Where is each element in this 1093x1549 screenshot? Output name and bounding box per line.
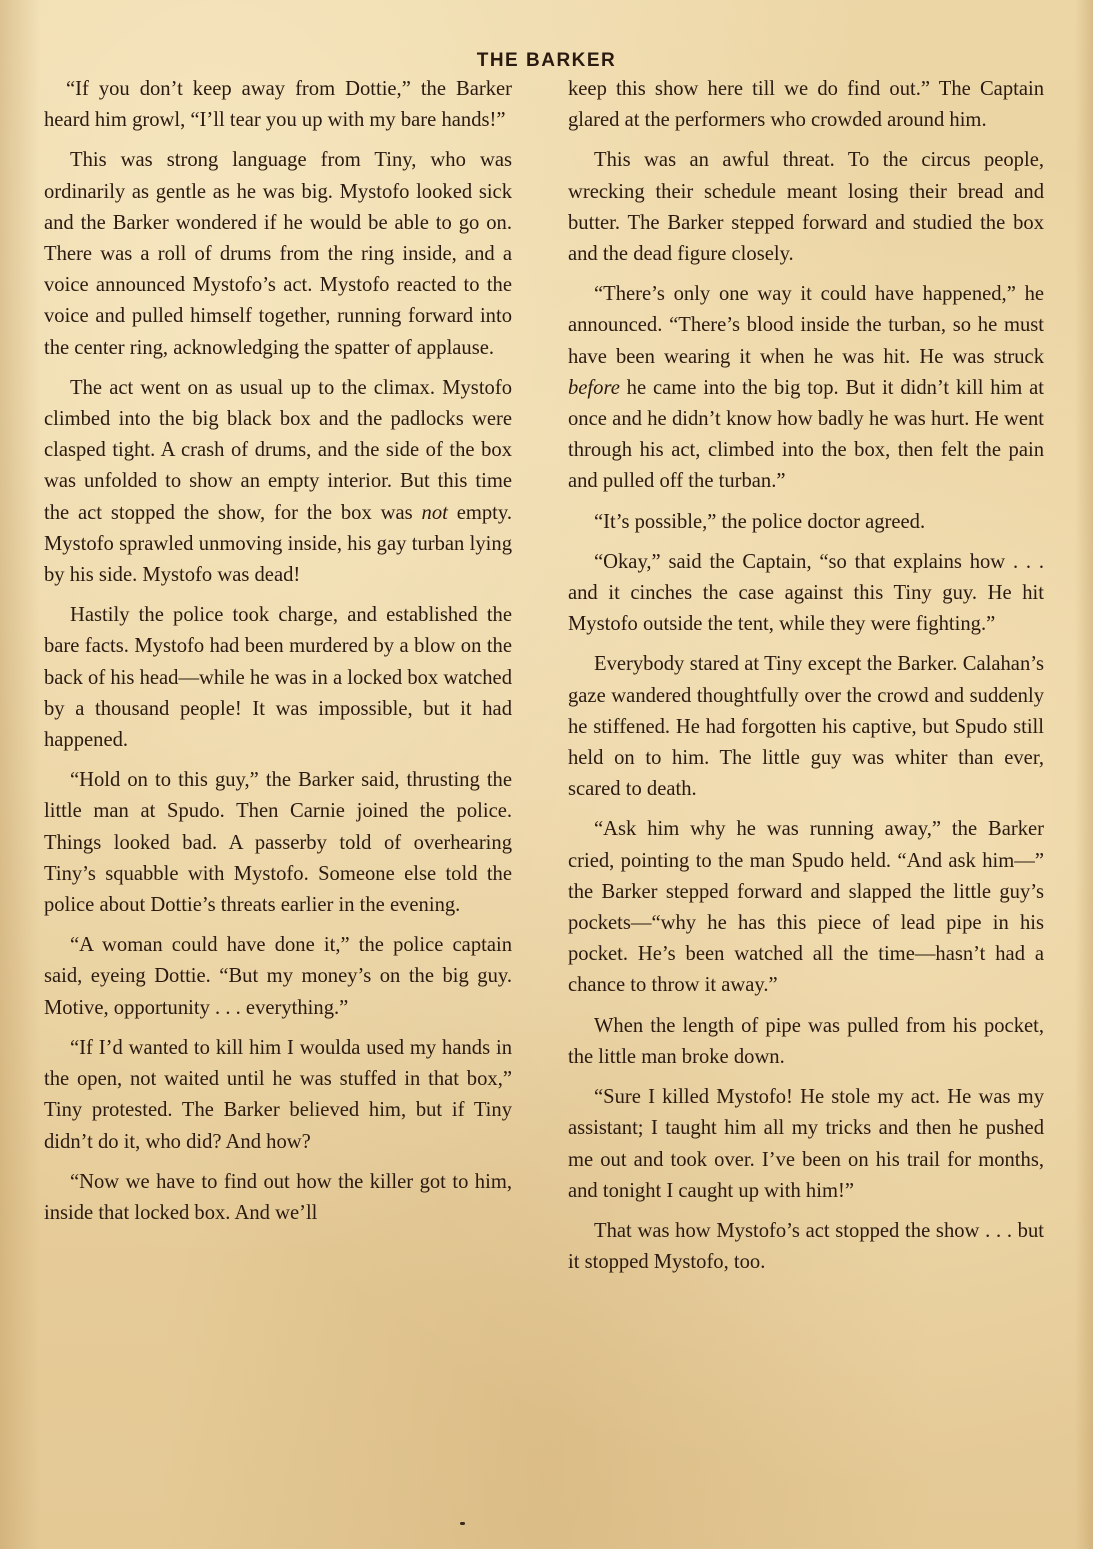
- paragraph: “Sure I killed Mystofo! He stole my act. He was my assistant; I taught him all my tricks and then he pushed me out and took over. I’ve been on his trail for months, and tonight I caught up with him!”: [568, 1086, 1044, 1202]
- emphasis-text: not: [421, 501, 448, 524]
- page-edge-stain-right: [1075, 0, 1093, 1549]
- paragraph: “If you don’t keep away from Dottie,” the Barker heard him growl, “I’ll tear you up with my bare hands!”: [44, 78, 512, 132]
- paragraph: keep this show here till we do find out.” The Captain glared at the performers who crowded around him.: [568, 78, 1044, 132]
- paragraph-text: The act went on as usual up to the climax. Mystofo climbed into the big black box and the padlocks were clasped tight. A crash of drums, and the side of the box was unfolded to show an empty interior. But this time the act stopped the show, for the box was: [44, 376, 512, 524]
- paragraph: “A woman could have done it,” the police captain said, eyeing Dottie. “But my money’s on the big guy. Motive, opportunity . . . everything.”: [44, 934, 512, 1019]
- right-column: [568, 74, 1044, 1287]
- paragraph: Everybody stared at Tiny except the Barker. Calahan’s gaze wandered thoughtfully over the crowd and suddenly he stiffened. He had forgotten his captive, but Spudo still held on to him. The little guy was whiter than ever, scared to death.: [568, 653, 1044, 801]
- paragraph: “Hold on to this guy,” the Barker said, thrusting the little man at Spudo. Then Carnie joined the police. Things looked bad. A passerby told of overhearing Tiny’s squabble with Mystofo. Someone else told the police about Dottie’s threats earlier in the evening.: [44, 769, 512, 917]
- paragraph: When the length of pipe was pulled from his pocket, the little man broke down.: [568, 1014, 1044, 1068]
- paragraph: [568, 279, 1044, 497]
- paragraph: “Now we have to find out how the killer got to him, inside that locked box. And we’ll: [44, 1170, 512, 1224]
- paragraph: “It’s possible,” the police doctor agreed.: [594, 510, 926, 533]
- emphasis-text: before: [568, 376, 620, 399]
- paragraph: This was an awful threat. To the circus people, wrecking their schedule meant losing their bread and butter. The Barker stepped forward and studied the box and the dead figure closely.: [568, 149, 1044, 266]
- paragraph: Hastily the police took charge, and established the bare facts. Mystofo had been murdered by a blow on the back of his head—while he was in a locked box watched by a thousand people! It was impossible, but it had happened.: [44, 604, 512, 752]
- paragraph-text: empty. Mystofo sprawled unmoving inside, his gay turban lying by his side. Mystofo was dead!: [44, 501, 512, 587]
- paragraph-text: he came into the big top. But it didn’t kill him at once and he didn’t know how badly he was hurt. He went through his act, climbed into the box, then felt the pain and pulled off the turban.”: [568, 376, 1044, 493]
- page-edge-stain-left: [0, 0, 40, 1549]
- left-column: [44, 74, 512, 1238]
- print-speck: [460, 1522, 465, 1525]
- paragraph-text: “There’s only one way it could have happened,” he announced. “There’s blood inside the turban, so he must have been wearing it when he was hit. He was struck: [568, 283, 1044, 368]
- paragraph: This was strong language from Tiny, who was ordinarily as gentle as he was big. Mystofo looked sick and the Barker wondered if he would be able to go on. There was a roll of drums from the ring inside, and a voice announced Mystofo’s act. Mystofo reacted to the voice and pulled himself together, running forward into the center ring, acknowledging the spatter of applause.: [44, 149, 512, 359]
- paragraph: “Ask him why he was running away,” the Barker cried, pointing to the man Spudo held. “And ask him—” the Barker stepped forward and slapped the little guy’s pockets—“why he has this piece of lead pipe in his pocket. He’s been watched all the time—hasn’t had a chance to throw it away.”: [568, 818, 1044, 997]
- paragraph: “If I’d wanted to kill him I woulda used my hands in the open, not waited until he was stuffed in that box,” Tiny protested. The Barker believed him, but if Tiny didn’t do it, who did? And how?: [44, 1036, 512, 1153]
- paragraph: That was how Mystofo’s act stopped the show . . . but it stopped Mystofo, too.: [568, 1219, 1044, 1274]
- paragraph: [44, 373, 512, 591]
- paragraph: “Okay,” said the Captain, “so that explains how . . . and it cinches the case against this Tiny guy. He hit Mystofo outside the tent, while they were fighting.”: [568, 550, 1044, 636]
- running-head: THE BARKER: [476, 50, 617, 71]
